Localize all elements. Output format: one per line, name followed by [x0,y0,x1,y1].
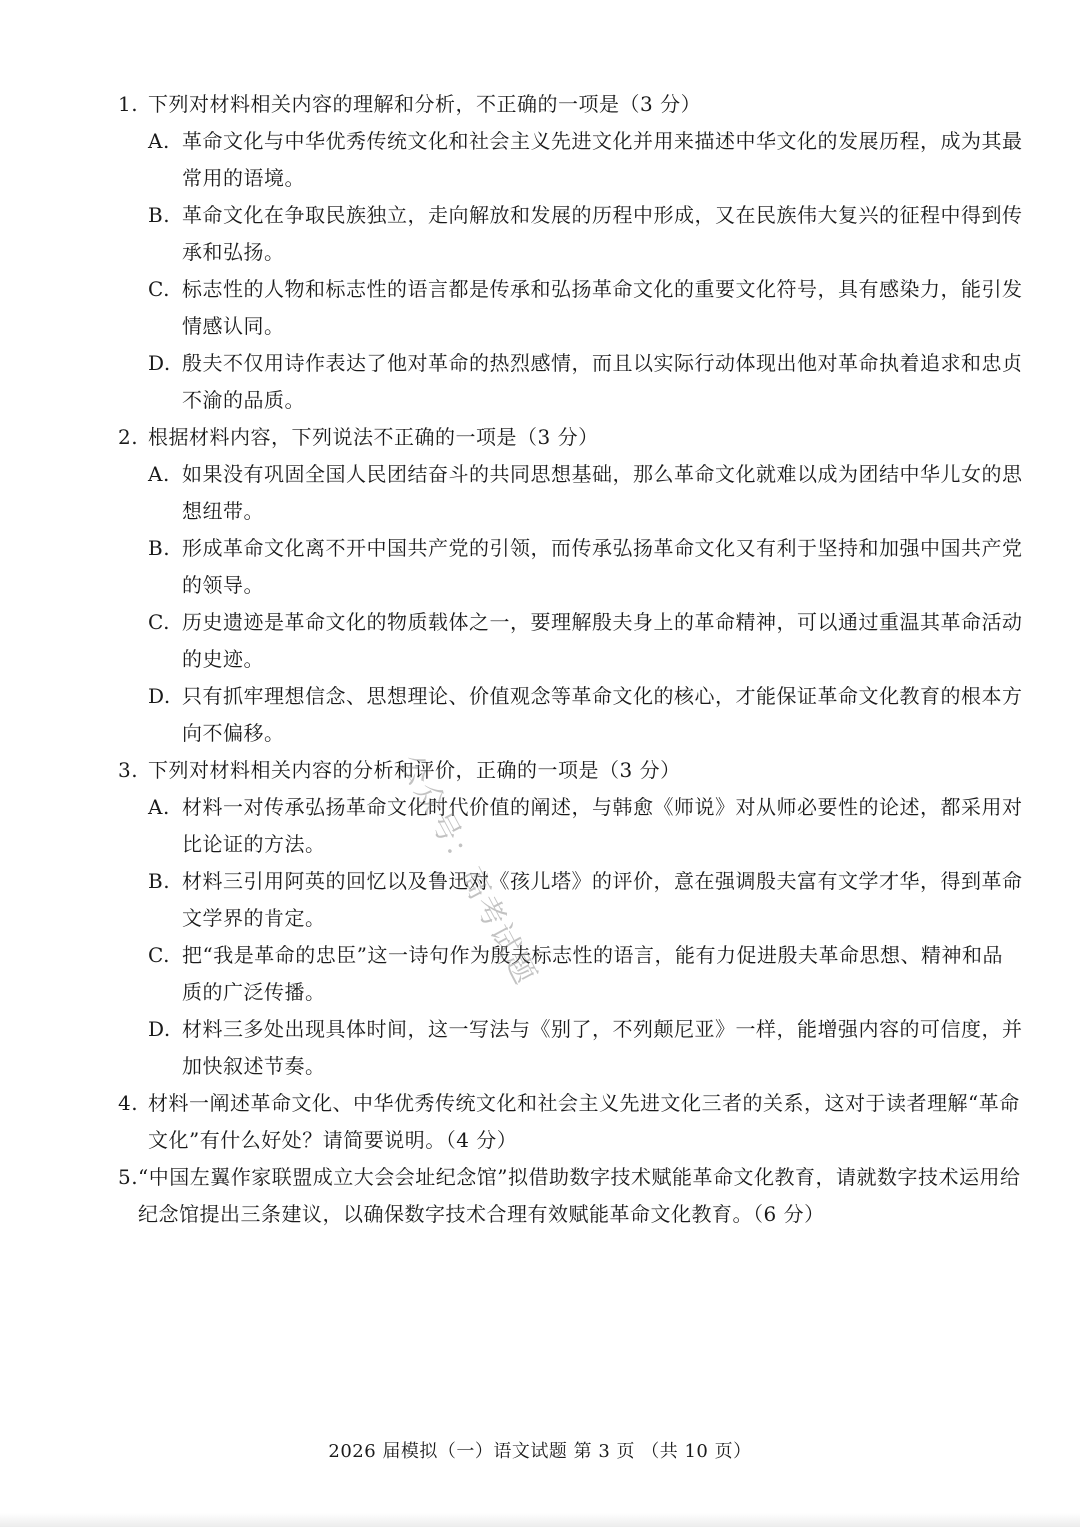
option-letter: A. [148,795,170,819]
option-b [148,863,1023,937]
question-stem [118,1085,1023,1159]
question-number: 4. [118,1091,139,1115]
option-text: 把“我是革命的忠臣”这一诗句作为殷夫标志性的语言，能有力促进殷夫革命思想、精神和品质的广泛传播。 [182,943,1003,1004]
option-text: 材料三引用阿英的回忆以及鲁迅对《孩儿塔》的评价，意在强调殷夫富有文学才华，得到革命文学界的肯定。 [182,869,1023,930]
question-stem [118,1159,1023,1233]
option-letter: B. [148,536,171,560]
option-letter: A. [148,129,170,153]
option-text: 历史遗迹是革命文化的物质载体之一，要理解殷夫身上的革命精神，可以通过重温其革命活动的史迹。 [182,610,1023,671]
scan-edge-shadow [0,1513,1080,1527]
option-letter: D. [148,684,171,708]
question-number: 2. [118,425,139,449]
option-list [118,123,1023,419]
question-text: “中国左翼作家联盟成立大会会址纪念馆”拟借助数字技术赋能革命文化教育，请就数字技术运用给纪念馆提出三条建议，以确保数字技术合理有效赋能革命文化教育。（6 分） [138,1165,1021,1226]
question-number: 1. [118,92,139,116]
option-a [148,456,1023,530]
watermark: 公众号：高考试题 [392,748,544,992]
question-stem [118,86,1023,123]
option-text: 材料一对传承弘扬革命文化时代价值的阐述，与韩愈《师说》对从师必要性的论述，都采用对比论证的方法。 [182,795,1023,856]
question-number: 5. [118,1165,139,1189]
option-d [148,345,1023,419]
option-b [148,197,1023,271]
option-a [148,789,1023,863]
question-text: 下列对材料相关内容的分析和评价，正确的一项是（3 分） [148,758,681,782]
option-text: 只有抓牢理想信念、思想理论、价值观念等革命文化的核心，才能保证革命文化教育的根本方向不偏移。 [182,684,1023,745]
question-number: 3. [118,758,139,782]
option-text: 形成革命文化离不开中国共产党的引领，而传承弘扬革命文化又有利于坚持和加强中国共产党的领导。 [182,536,1023,597]
option-c [148,271,1023,345]
option-list [118,789,1023,1085]
option-letter: A. [148,462,170,486]
option-a [148,123,1023,197]
option-letter: C. [148,277,170,301]
option-text: 革命文化在争取民族独立，走向解放和发展的历程中形成，又在民族伟大复兴的征程中得到传承和弘扬。 [182,203,1023,264]
question-text: 根据材料内容，下列说法不正确的一项是（3 分） [148,425,599,449]
option-letter: C. [148,943,170,967]
option-c [148,937,1023,1011]
question-1 [118,86,1023,419]
option-list [118,456,1023,752]
option-letter: B. [148,203,171,227]
question-text: 材料一阐述革命文化、中华优秀传统文化和社会主义先进文化三者的关系，这对于读者理解“革命文化”有什么好处？请简要说明。（4 分） [148,1091,1020,1152]
option-text: 革命文化与中华优秀传统文化和社会主义先进文化并用来描述中华文化的发展历程，成为其最常用的语境。 [182,129,1023,190]
option-letter: D. [148,1017,171,1041]
option-c [148,604,1023,678]
question-text: 下列对材料相关内容的理解和分析，不正确的一项是（3 分） [148,92,702,116]
option-text: 如果没有巩固全国人民团结奋斗的共同思想基础，那么革命文化就难以成为团结中华儿女的思想纽带。 [182,462,1023,523]
option-d [148,1011,1023,1085]
page-footer: 2026 届模拟（一）语文试题 第 3 页 （共 10 页） [328,1441,752,1462]
question-list [118,86,1023,1233]
option-letter: C. [148,610,170,634]
option-b [148,530,1023,604]
question-stem [118,419,1023,456]
option-text: 殷夫不仅用诗作表达了他对革命的热烈感情，而且以实际行动体现出他对革命执着追求和忠贞不渝的品质。 [182,351,1023,412]
question-5 [118,1159,1023,1233]
question-2 [118,419,1023,752]
option-letter: D. [148,351,171,375]
question-stem [118,752,1023,789]
question-4 [118,1085,1023,1159]
option-letter: B. [148,869,171,893]
question-3 [118,752,1023,1085]
option-text: 标志性的人物和标志性的语言都是传承和弘扬革命文化的重要文化符号，具有感染力，能引发情感认同。 [182,277,1023,338]
option-d [148,678,1023,752]
option-text: 材料三多处出现具体时间，这一写法与《别了，不列颠尼亚》一样，能增强内容的可信度，并加快叙述节奏。 [182,1017,1023,1078]
